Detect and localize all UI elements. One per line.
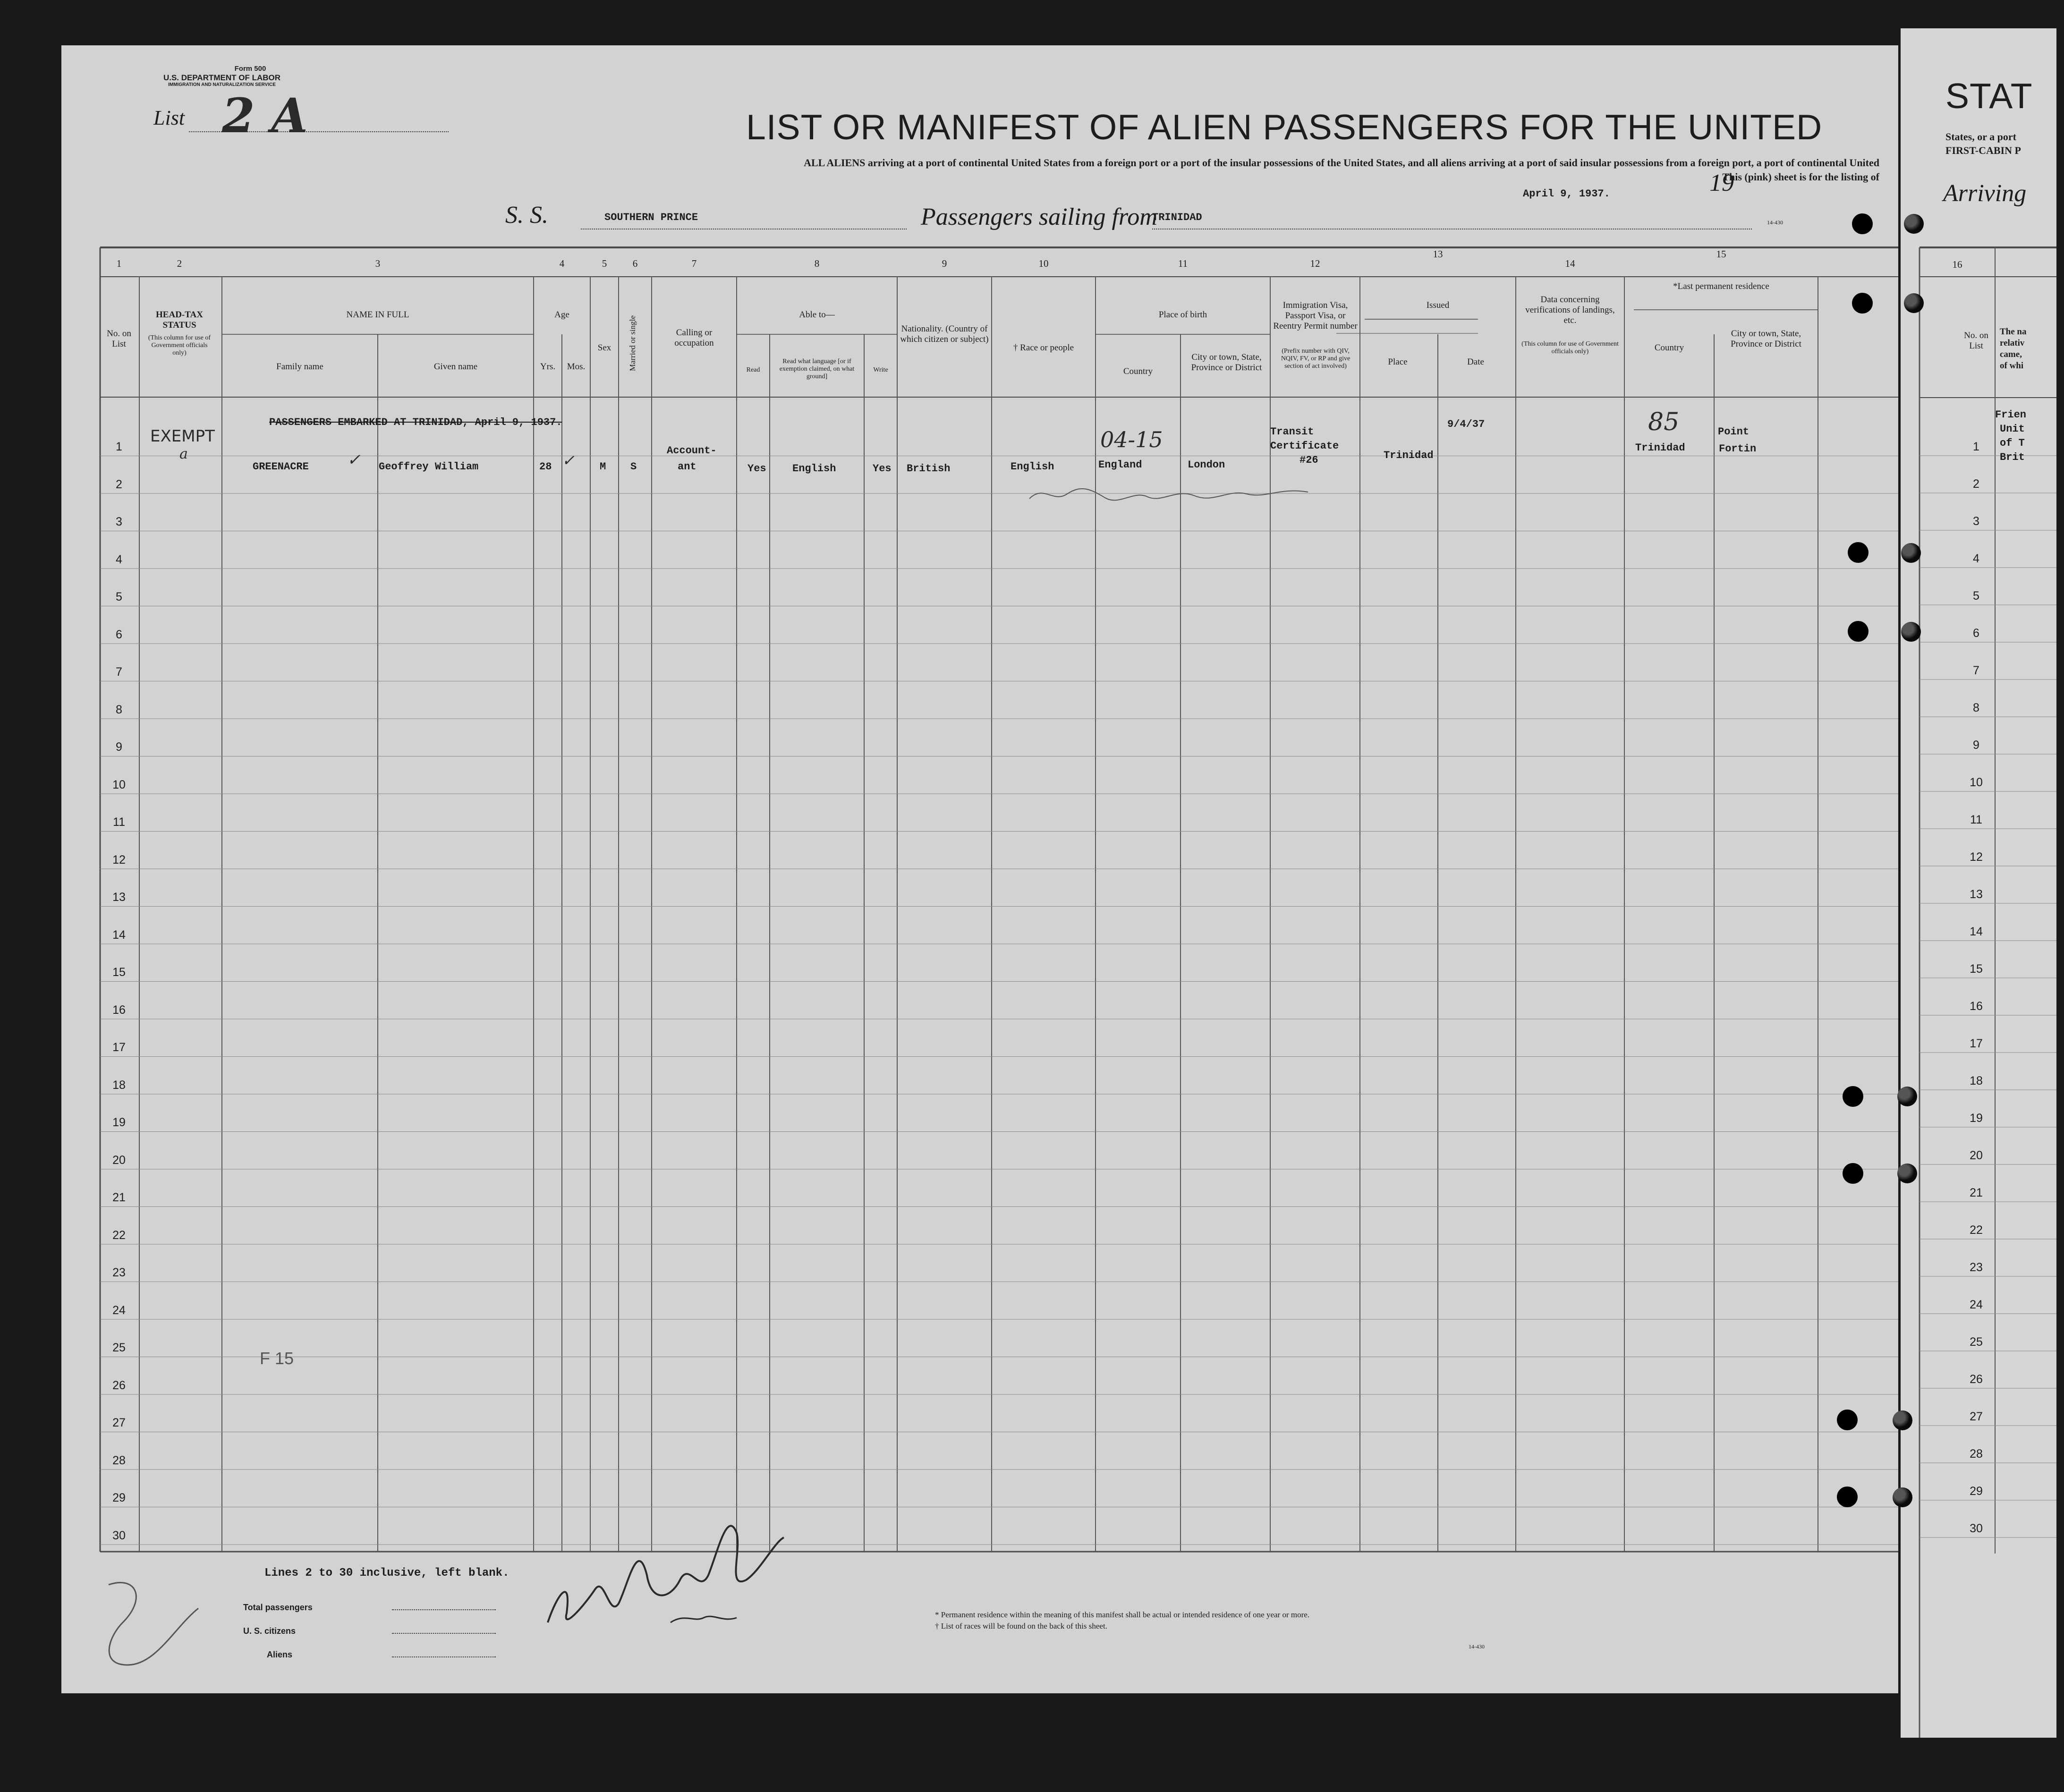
row-number: 10 xyxy=(112,778,126,791)
margin-mark xyxy=(80,1556,203,1679)
print-code: 14-430 xyxy=(1767,219,1783,226)
right-hdr-no-on-list: No. on List xyxy=(1964,331,1988,351)
intro-line-1: ALL ALIENS arriving at a port of continental United States from a foreign port or a port of the insular possessions of the United States, and all aliens arriving at a port of said insular possessions from a foreign port, a port of continental United xyxy=(804,157,1879,169)
department-name: U.S. DEPARTMENT OF LABOR xyxy=(163,73,281,82)
family-check-icon: ✓ xyxy=(347,450,361,469)
hdr-visa-note: (Prefix number with QIV, NQIV, FV, or RP and give section of act involved) xyxy=(1281,348,1351,370)
right-row-number: 4 xyxy=(1973,552,1979,565)
col-num-3: 3 xyxy=(375,258,381,269)
footer-code: 14-430 xyxy=(1469,1643,1485,1650)
visa-line-2: Certificate xyxy=(1270,440,1339,452)
occupation-line-2: ant xyxy=(678,461,696,473)
col-num-11: 11 xyxy=(1178,258,1188,269)
total-passengers-label: Total passengers xyxy=(243,1603,313,1612)
row-number: 16 xyxy=(112,1003,126,1017)
hdr-issued-place: Place xyxy=(1388,357,1408,367)
right-row-number: 3 xyxy=(1973,515,1979,528)
right-row-number: 23 xyxy=(1970,1261,1983,1274)
list-number: 2 A xyxy=(222,88,308,144)
row-number: 26 xyxy=(112,1378,126,1392)
right-row-number: 18 xyxy=(1970,1074,1983,1087)
head-tax-mark: a xyxy=(179,446,188,462)
col-num-10: 10 xyxy=(1038,258,1049,269)
right-row-number: 6 xyxy=(1973,627,1979,640)
can-write: Yes xyxy=(873,463,892,475)
birth-country: England xyxy=(1098,459,1142,471)
binding-hole xyxy=(1848,542,1869,563)
row-number: 12 xyxy=(112,853,126,866)
row-number: 7 xyxy=(116,665,122,679)
right-hdr-frag-4: of whi xyxy=(2000,361,2024,371)
right-title-fragment: STAT xyxy=(1945,76,2033,116)
right-line-2: FIRST-CABIN P xyxy=(1945,144,2021,156)
residence-country: Trinidad xyxy=(1635,442,1685,454)
col-num-4: 4 xyxy=(559,258,565,269)
can-read: Yes xyxy=(747,463,766,475)
hdr-age-yrs: Yrs. xyxy=(540,362,556,372)
handwritten-scribble xyxy=(1025,480,1317,508)
form-number: Form 500 xyxy=(234,65,266,73)
binding-hole xyxy=(1837,1410,1858,1430)
right-row-number: 28 xyxy=(1970,1447,1983,1461)
right-row-number: 16 xyxy=(1970,1000,1983,1013)
right-row-number: 2 xyxy=(1973,477,1979,491)
hdr-head-tax: HEAD-TAX STATUS xyxy=(156,310,203,330)
binding-hole xyxy=(1837,1486,1858,1507)
given-name: Geoffrey William xyxy=(379,461,479,473)
occupation-line-1: Account- xyxy=(667,445,717,457)
hdr-birth-country: Country xyxy=(1123,366,1153,376)
right-line-1: States, or a port xyxy=(1945,131,2016,143)
col-num-9: 9 xyxy=(942,258,947,269)
hdr-age-mos: Mos. xyxy=(567,362,586,372)
binding-hole xyxy=(1852,213,1873,234)
row-number: 23 xyxy=(112,1266,126,1279)
right-hdr-frag-1: The na xyxy=(2000,327,2027,337)
col-num-2: 2 xyxy=(177,258,182,269)
right-row-number: 7 xyxy=(1973,664,1979,677)
issued-place: Trinidad xyxy=(1384,450,1434,461)
right-row-number: 8 xyxy=(1973,701,1979,714)
binding-hole xyxy=(1904,293,1924,313)
col-num-15: 15 xyxy=(1716,248,1726,260)
hdr-race: † Race or people xyxy=(1013,343,1074,353)
right-row-number: 19 xyxy=(1970,1112,1983,1125)
binding-hole xyxy=(1843,1086,1863,1107)
manifest-sheet xyxy=(61,45,1898,1693)
birth-city: London xyxy=(1188,459,1225,471)
us-citizens-label: U. S. citizens xyxy=(243,1626,296,1636)
row-number: 2 xyxy=(116,477,122,491)
binding-hole xyxy=(1897,1164,1917,1183)
row-number: 27 xyxy=(112,1416,126,1429)
row-number: 14 xyxy=(112,928,126,942)
col-num-14: 14 xyxy=(1565,258,1575,269)
hdr-verifications: Data concerning verifications of landings, etc. xyxy=(1525,295,1615,325)
col-num-12: 12 xyxy=(1310,258,1320,269)
row-number: 4 xyxy=(116,552,122,566)
binding-hole xyxy=(1901,543,1921,563)
hdr-write: Write xyxy=(873,366,888,374)
hdr-head-tax-note: (This column for use of Government officials only) xyxy=(148,334,211,357)
binding-hole xyxy=(1901,622,1921,642)
hdr-residence-city: City or town, State, Province or District xyxy=(1731,329,1801,349)
right-entry-4: Brit xyxy=(2000,451,2025,463)
age-check-icon: ✓ xyxy=(562,451,575,469)
hdr-given-name: Given name xyxy=(433,362,478,372)
row-number: 20 xyxy=(112,1153,126,1167)
hdr-age: Age xyxy=(554,310,569,320)
nationality: British xyxy=(907,463,951,475)
residence-city-line-1: Point xyxy=(1718,426,1750,438)
right-row-number: 25 xyxy=(1970,1335,1983,1349)
col-num-13: 13 xyxy=(1433,248,1443,260)
adjoining-page xyxy=(1901,28,2056,1738)
row-number: 29 xyxy=(112,1491,126,1504)
right-hdr-frag-2: relativ xyxy=(2000,338,2025,348)
binding-hole xyxy=(1904,214,1924,234)
read-language: English xyxy=(792,463,836,475)
right-row-number: 12 xyxy=(1970,850,1983,864)
aliens-line xyxy=(392,1656,496,1657)
service-name: IMMIGRATION AND NATURALIZATION SERVICE xyxy=(168,82,276,87)
hdr-issued-date: Date xyxy=(1467,357,1484,367)
right-row-number: 5 xyxy=(1973,589,1979,603)
intro-line-2: This (pink) sheet is for the listing of xyxy=(1722,171,1879,183)
binding-hole xyxy=(1893,1487,1912,1507)
right-arriving: Arriving xyxy=(1943,180,2027,207)
row-number: 30 xyxy=(112,1529,126,1542)
row-number: 25 xyxy=(112,1341,126,1354)
manifest-title: LIST OR MANIFEST OF ALIEN PASSENGERS FOR THE UNITED xyxy=(746,107,1823,147)
binding-hole xyxy=(1852,293,1873,314)
hdr-family-name: Family name xyxy=(276,362,323,372)
hdr-place-of-birth: Place of birth xyxy=(1158,310,1207,320)
hdr-able-to: Able to— xyxy=(799,310,835,320)
inspector-signature xyxy=(529,1481,812,1637)
right-row-number: 14 xyxy=(1970,925,1983,938)
right-row-number: 26 xyxy=(1970,1373,1983,1386)
hdr-last-residence: *Last permanent residence xyxy=(1673,281,1769,291)
binding-hole xyxy=(1893,1410,1912,1430)
row-number: 5 xyxy=(116,590,122,603)
total-passengers-line xyxy=(392,1609,496,1610)
blank-lines-note: Lines 2 to 30 inclusive, left blank. xyxy=(264,1567,510,1580)
right-row-number: 11 xyxy=(1970,813,1982,826)
family-name: GREENACRE xyxy=(253,461,309,473)
right-grid xyxy=(1901,28,2056,1738)
row-number: 8 xyxy=(116,703,122,716)
right-row-number: 21 xyxy=(1970,1186,1983,1199)
col-num-5: 5 xyxy=(602,258,607,269)
right-row-number: 29 xyxy=(1970,1485,1983,1498)
hdr-married-single: Married or single xyxy=(628,315,637,372)
footnote-residence: * Permanent residence within the meaning of this manifest shall be actual or intended residence of one year or more. xyxy=(935,1610,1310,1619)
right-row-number: 30 xyxy=(1970,1522,1983,1535)
hdr-name-in-full: NAME IN FULL xyxy=(346,310,409,320)
aliens-label: Aliens xyxy=(267,1650,293,1659)
right-entry-3: of T xyxy=(2000,437,2025,449)
ship-name: SOUTHERN PRINCE xyxy=(604,212,698,223)
sailing-label: Passengers sailing from xyxy=(921,204,1157,230)
hdr-read-language: Read what language [or if exemption claimed, on what ground] xyxy=(779,358,855,380)
row-number: 13 xyxy=(112,891,126,904)
residence-city-line-2: Fortin xyxy=(1719,443,1757,455)
row-number: 3 xyxy=(116,515,122,528)
visa-line-1: Transit xyxy=(1270,426,1314,438)
row-number: 11 xyxy=(113,815,125,829)
binding-hole xyxy=(1897,1087,1917,1106)
right-entry-1: Frien xyxy=(1995,409,2027,421)
hdr-occupation: Calling or occupation xyxy=(674,328,714,348)
row-number: 18 xyxy=(112,1078,126,1092)
hdr-no-on-list: No. on List xyxy=(107,329,131,349)
col-num-1: 1 xyxy=(116,258,122,269)
visa-line-3: #26 xyxy=(1300,454,1318,466)
row-number: 1 xyxy=(116,440,122,453)
sex: M xyxy=(600,461,606,473)
right-row-number: 10 xyxy=(1970,776,1983,789)
hdr-verifications-note: (This column for use of Government officials only) xyxy=(1521,340,1619,355)
right-hdr-frag-3: came, xyxy=(2000,349,2022,359)
row-number: 24 xyxy=(112,1303,126,1317)
right-row-number: 15 xyxy=(1970,962,1983,976)
hdr-birth-city: City or town, State, Province or District xyxy=(1191,352,1262,373)
right-row-number: 20 xyxy=(1970,1149,1983,1162)
age-years: 28 xyxy=(539,461,552,473)
row-number: 19 xyxy=(112,1116,126,1129)
ss-label: S. S. xyxy=(505,202,548,229)
binding-hole xyxy=(1843,1163,1863,1184)
manifest-grid xyxy=(61,45,1898,1693)
us-citizens-line xyxy=(392,1633,496,1634)
hdr-visa: Immigration Visa, Passport Visa, or Reentry Permit number xyxy=(1273,300,1358,331)
col-num-6: 6 xyxy=(632,258,638,269)
right-entry-2: Unit xyxy=(2000,423,2025,435)
hdr-nationality: Nationality. (Country of which citizen or subject) xyxy=(900,324,989,344)
right-row-number: 1 xyxy=(1973,440,1979,453)
head-tax-status: EXEMPT xyxy=(150,427,215,446)
marital-status: S xyxy=(630,461,637,473)
row-number: 28 xyxy=(112,1453,126,1467)
birth-code: 04-15 xyxy=(1100,427,1163,452)
residence-code: 85 xyxy=(1648,408,1680,436)
row26-mark: F 15 xyxy=(260,1349,294,1368)
embark-note: PASSENGERS EMBARKED AT TRINIDAD, April 9, 1937. xyxy=(269,416,562,428)
right-row-number: 24 xyxy=(1970,1298,1983,1311)
right-row-number: 27 xyxy=(1970,1410,1983,1423)
sailing-port: TRINIDAD xyxy=(1152,212,1202,223)
row-number: 22 xyxy=(112,1228,126,1242)
col-num-8: 8 xyxy=(814,258,820,269)
hdr-issued: Issued xyxy=(1426,300,1450,310)
row-number: 6 xyxy=(116,628,122,641)
issued-date: 9/4/37 xyxy=(1447,418,1485,430)
col-num-7: 7 xyxy=(691,258,697,269)
hdr-residence-country: Country xyxy=(1654,343,1684,353)
right-row-number: 17 xyxy=(1970,1037,1983,1050)
row-number: 15 xyxy=(112,966,126,979)
hdr-read: Read xyxy=(746,366,760,374)
hdr-sex: Sex xyxy=(597,343,612,353)
right-col-num-16: 16 xyxy=(1952,259,1962,270)
binding-hole xyxy=(1848,621,1869,642)
list-label: List xyxy=(153,106,185,129)
right-row-number: 9 xyxy=(1973,739,1979,752)
right-row-number: 22 xyxy=(1970,1223,1983,1237)
footnote-races: † List of races will be found on the back of this sheet. xyxy=(935,1622,1107,1631)
row-number: 21 xyxy=(112,1191,126,1204)
row-number: 9 xyxy=(116,740,122,754)
right-row-number: 13 xyxy=(1970,888,1983,901)
sailing-date: April 9, 1937. xyxy=(1523,188,1610,200)
race: English xyxy=(1011,461,1054,473)
year-prefix: 19 xyxy=(1709,170,1734,196)
row-number: 17 xyxy=(112,1041,126,1054)
